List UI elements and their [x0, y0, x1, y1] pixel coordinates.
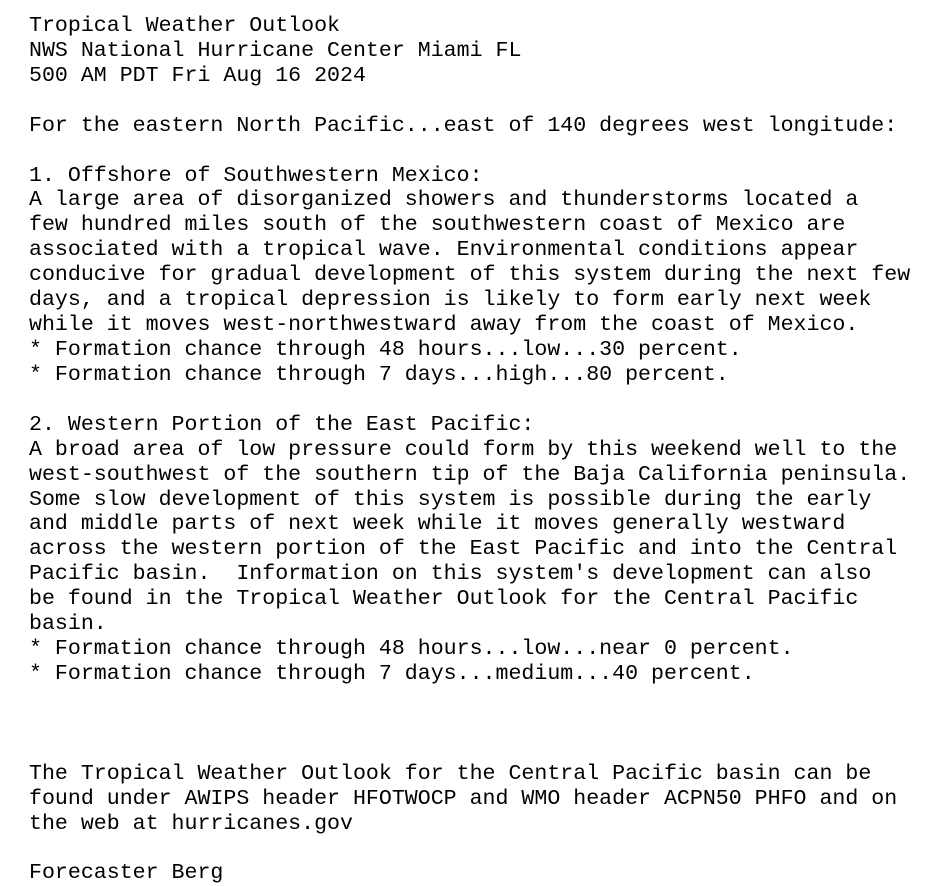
system-2-chance-7d: * Formation chance through 7 days...medium...40 percent.	[29, 661, 755, 686]
system-2-chance-48h: * Formation chance through 48 hours...low...near 0 percent.	[29, 637, 794, 662]
system-2-body-line: and middle parts of next week while it moves generally westward	[29, 512, 846, 537]
system-2-body-line: west-southwest of the southern tip of the Baja California peninsula.	[29, 462, 911, 487]
blank-line	[29, 687, 910, 712]
system-1-body-line: days, and a tropical depression is likely to form early next week	[29, 288, 872, 313]
system-1-body-line: A large area of disorganized showers and thunderstorms located a	[29, 188, 859, 213]
system-1-heading: 1. Offshore of Southwestern Mexico:	[29, 163, 483, 188]
basin-intro: For the eastern North Pacific...east of 140 degrees west longitude:	[29, 113, 898, 138]
system-2-heading: 2. Western Portion of the East Pacific:	[29, 412, 535, 437]
outlook-title: Tropical Weather Outlook	[29, 14, 341, 38]
system-1-body-line: associated with a tropical wave. Environmental conditions appear	[29, 238, 859, 263]
central-pacific-note-line: The Tropical Weather Outlook for the Central Pacific basin can be	[29, 761, 872, 786]
issuing-office: NWS National Hurricane Center Miami FL	[29, 38, 522, 63]
central-pacific-note-line: found under AWIPS header HFOTWOCP and WMO header ACPN50 PHFO and on	[29, 786, 898, 811]
system-2-body-line: be found in the Tropical Weather Outlook for the Central Pacific	[29, 587, 859, 612]
system-2-body-line: basin.	[29, 612, 107, 637]
blank-line	[29, 89, 910, 114]
system-1-body-line: few hundred miles south of the southwestern coast of Mexico are	[29, 213, 846, 238]
blank-line	[29, 139, 910, 164]
outlook-text	[29, 14, 910, 886]
blank-line	[29, 836, 910, 861]
blank-line	[29, 388, 910, 413]
issue-time: 500 AM PDT Fri Aug 16 2024	[29, 63, 366, 88]
system-1-chance-7d: * Formation chance through 7 days...high...80 percent.	[29, 362, 729, 387]
blank-line	[29, 712, 910, 737]
blank-line	[29, 737, 910, 762]
system-2-body-line: Pacific basin. Information on this system's development can also	[29, 562, 872, 587]
system-1-body-line: while it moves west-northwestward away from the coast of Mexico.	[29, 313, 859, 338]
system-1-chance-48h: * Formation chance through 48 hours...low...30 percent.	[29, 337, 742, 362]
central-pacific-note-line: the web at hurricanes.gov	[29, 811, 353, 836]
system-2-body-line: across the western portion of the East Pacific and into the Central	[29, 537, 898, 562]
forecaster-signoff: Forecaster Berg	[29, 861, 224, 886]
system-2-body-line: Some slow development of this system is possible during the early	[29, 487, 872, 512]
system-1-body-line: conducive for gradual development of this system during the next few	[29, 263, 911, 288]
system-2-body-line: A broad area of low pressure could form by this weekend well to the	[29, 437, 898, 462]
